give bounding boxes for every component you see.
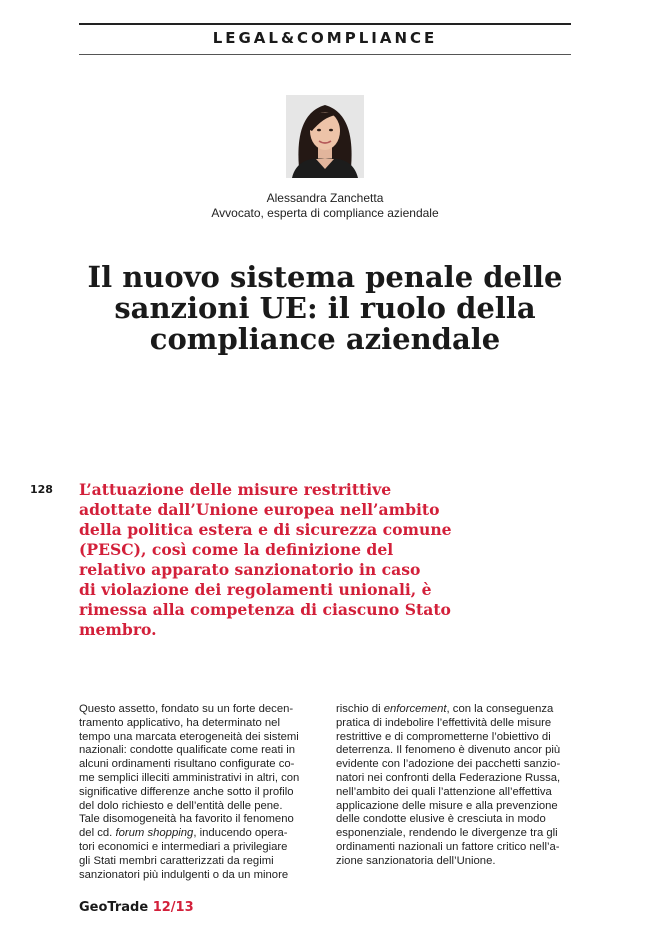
body-line: zione sanzionatoria dell’Unione.: [336, 854, 496, 867]
body-line: nazionali: condotte qualificate come reati in: [79, 744, 296, 757]
body-line: [336, 703, 581, 717]
header-top-rule: [79, 23, 571, 25]
body-line: restrittive e di comprometterne l’obiettivo di: [336, 730, 551, 743]
body-line: tori economici e intermediari a privilegiare: [79, 840, 288, 853]
author-photo: [286, 95, 364, 178]
body-line: evidente con l’adozione dei pacchetti sanzio-: [336, 758, 561, 771]
body-line: natori nei confronti della Federazione Russa,: [336, 771, 561, 784]
article-lead: [79, 480, 464, 640]
article-title: [60, 262, 590, 355]
issue-number: 12/13: [152, 900, 194, 915]
lead-line: rimessa alla competenza di ciascuno Stato: [79, 600, 451, 619]
author-role: Avvocato, esperta di compliance aziendale: [211, 206, 439, 220]
body-line: tempo una marcata eterogeneità dei sistemi: [79, 730, 299, 743]
body-line: me semplici illeciti amministrativi in altri, con: [79, 771, 300, 784]
body-text: del cd.: [79, 827, 116, 840]
section-label: LEGAL&COMPLIANCE: [212, 29, 438, 47]
body-line: alcuni ordinamenti risultano configurate co-: [79, 758, 295, 771]
italic-term: enforcement: [383, 703, 447, 715]
body-line: applicazione delle misure e alla prevenzione: [336, 799, 558, 812]
body-line: nell’ambito dei quali l’attenzione all’effettiva: [336, 785, 552, 798]
header-bottom-rule: [79, 54, 571, 55]
body-line: Questo assetto, fondato su un forte decen-: [79, 703, 294, 715]
body-column-right: [336, 703, 581, 869]
title-line: compliance aziendale: [149, 322, 501, 356]
body-line: gli Stati membri caratterizzati da regimi: [79, 854, 274, 867]
lead-line: relativo apparato sanzionatorio in caso: [79, 560, 421, 579]
lead-line: di violazione dei regolamenti unionali, è: [79, 580, 432, 599]
title-line: Il nuovo sistema penale delle: [87, 260, 563, 294]
body-line: ordinamenti nazionali un fattore critico nell’a-: [336, 840, 560, 853]
body-line: sanzionatori più indulgenti o da un minore: [79, 868, 289, 881]
lead-line: della politica estera e di sicurezza comune: [79, 520, 452, 539]
body-line: tramento applicativo, ha determinato nel: [79, 716, 280, 729]
lead-line: (PESC), così come la definizione del: [79, 540, 394, 559]
lead-line: L’attuazione delle misure restrittive: [79, 480, 392, 499]
lead-line: membro.: [79, 620, 157, 639]
body-column-left: [79, 703, 324, 882]
page-number: 128: [30, 483, 53, 496]
body-text: , inducendo opera-: [193, 827, 288, 840]
body-line: pratica di indebolire l’effettività delle misure: [336, 716, 552, 729]
body-line: delle condotte elusive è cresciuta in modo: [336, 813, 546, 826]
body-line: deterrenza. Il fenomeno è divenuto ancor più: [336, 744, 561, 757]
body-text: , con la conseguenza: [446, 703, 554, 715]
magazine-name: GeoTrade: [79, 900, 149, 915]
body-line: significative differenze anche sotto il profilo: [79, 785, 294, 798]
title-line: sanzioni UE: il ruolo della: [114, 291, 536, 325]
body-text: rischio di: [336, 703, 384, 715]
body-line: del dolo richiesto e dell’entità delle pene.: [79, 799, 283, 812]
footer-brand: [79, 900, 194, 915]
body-line: [79, 827, 324, 841]
body-line: esponenziale, rendendo le divergenze tra gli: [336, 827, 558, 840]
italic-term: forum shopping: [115, 827, 194, 840]
author-name: Alessandra Zanchetta: [266, 191, 384, 205]
lead-line: adottate dall’Unione europea nell’ambito: [79, 500, 440, 519]
body-line: Tale disomogeneità ha favorito il fenomeno: [79, 813, 294, 826]
